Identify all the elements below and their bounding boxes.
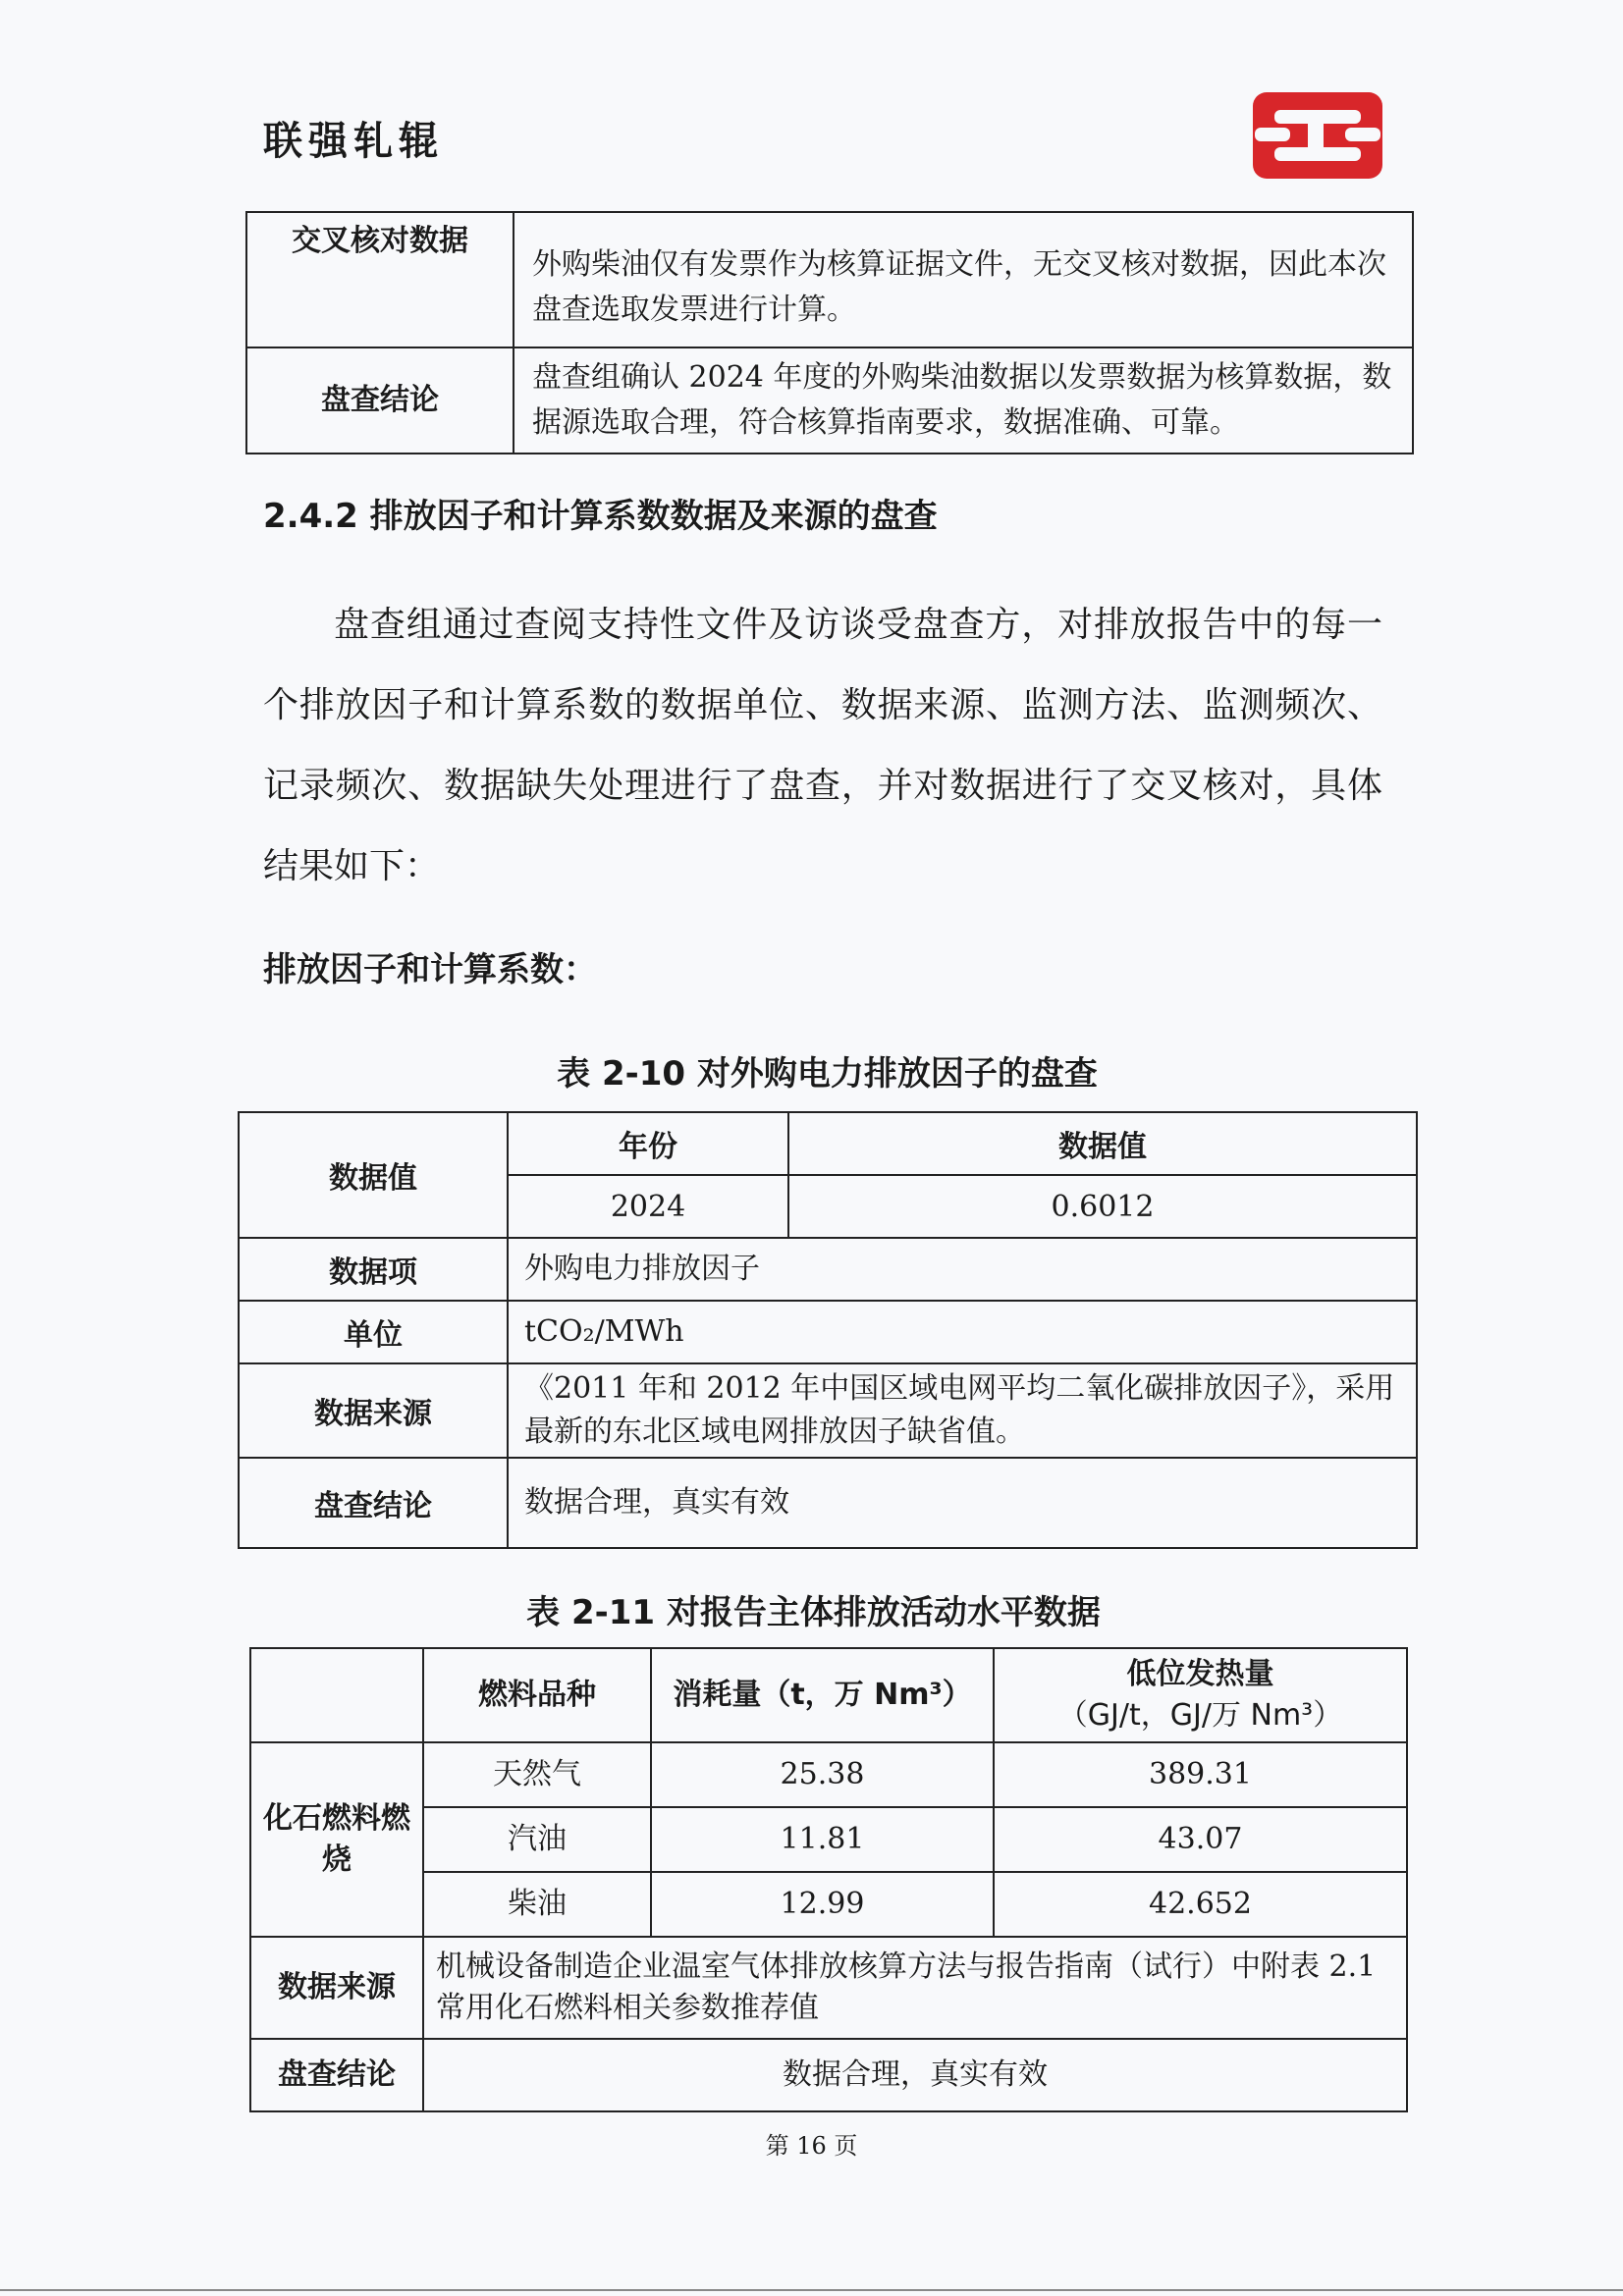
- page-edge-divider: [0, 2289, 1623, 2291]
- row-value: tCO₂/MWh: [508, 1301, 1417, 1363]
- page-number: 第 16 页: [765, 2132, 858, 2160]
- value-cell: 0.6012: [788, 1175, 1417, 1238]
- row-label: 盘查结论: [250, 2039, 423, 2111]
- column-header: 年份: [508, 1112, 788, 1175]
- table-row: [239, 1458, 1417, 1548]
- table-row: [246, 212, 1413, 347]
- activity-data-table: [249, 1647, 1408, 2112]
- column-header-ncv: [994, 1648, 1407, 1742]
- emission-factor-table: [238, 1111, 1418, 1549]
- row-value: 《2011 年和 2012 年中国区域电网平均二氧化碳排放因子》，采用最新的东北区域电网排放因子缺省值。: [508, 1363, 1417, 1458]
- row-label: 交叉核对数据: [246, 212, 514, 347]
- brand-name: 联强轧辊: [263, 119, 444, 164]
- table-row: [239, 1112, 1417, 1175]
- row-value: 盘查组确认 2024 年度的外购柴油数据以发票数据为核算数据，数据源选取合理，符合核算指南要求，数据准确、可靠。: [514, 347, 1413, 454]
- row-label: 数据来源: [250, 1937, 423, 2039]
- subheading: 排放因子和计算系数：: [263, 950, 597, 989]
- row-value: 机械设备制造企业温室气体排放核算方法与报告指南（试行）中附表 2.1 常用化石燃料相关参数推荐值: [423, 1937, 1407, 2039]
- table-row: [239, 1363, 1417, 1458]
- column-header: 数据值: [788, 1112, 1417, 1175]
- row-value: 数据合理，真实有效: [508, 1458, 1417, 1548]
- ncv-cell: 43.07: [994, 1807, 1407, 1872]
- row-label: 数据值: [239, 1112, 508, 1238]
- table-row: [250, 1742, 1407, 1807]
- row-value: 外购电力排放因子: [508, 1238, 1417, 1301]
- table-caption: 表 2-10 对外购电力排放因子的盘查: [557, 1054, 1098, 1094]
- row-label: 单位: [239, 1301, 508, 1363]
- section-heading: 2.4.2 排放因子和计算系数数据及来源的盘查: [263, 497, 938, 536]
- table-row: [239, 1301, 1417, 1363]
- table-caption: 表 2-11 对报告主体排放活动水平数据: [526, 1593, 1101, 1632]
- column-header: 消耗量（t，万 Nm³）: [651, 1648, 994, 1742]
- table-row: [250, 1872, 1407, 1937]
- fuel-cell: 柴油: [423, 1872, 651, 1937]
- crosscheck-table: [245, 211, 1414, 454]
- table-row: [250, 1937, 1407, 2039]
- consumption-cell: 11.81: [651, 1807, 994, 1872]
- group-label: 化石燃料燃烧: [250, 1742, 423, 1937]
- table-row: [250, 1807, 1407, 1872]
- row-value: 数据合理，真实有效: [423, 2039, 1407, 2111]
- row-value: 外购柴油仅有发票作为核算证据文件，无交叉核对数据，因此本次盘查选取发票进行计算。: [514, 212, 1413, 347]
- fuel-cell: 汽油: [423, 1807, 651, 1872]
- year-cell: 2024: [508, 1175, 788, 1238]
- section-paragraph: 盘查组通过查阅支持性文件及访谈受盘查方，对排放报告中的每一个排放因子和计算系数的数据单位、数据来源、监测方法、监测频次、记录频次、数据缺失处理进行了盘查，并对数据进行了交叉核对，具体结果如下：: [263, 605, 1382, 886]
- table-header-row: [250, 1648, 1407, 1742]
- row-label: 盘查结论: [246, 347, 514, 454]
- column-header: 燃料品种: [423, 1648, 651, 1742]
- company-logo: [1249, 84, 1386, 187]
- consumption-cell: 12.99: [651, 1872, 994, 1937]
- table-row: [246, 347, 1413, 454]
- table-row: [239, 1238, 1417, 1301]
- empty-corner-cell: [250, 1648, 423, 1742]
- row-label: 数据来源: [239, 1363, 508, 1458]
- row-label: 数据项: [239, 1238, 508, 1301]
- table-row: [250, 2039, 1407, 2111]
- ncv-header-line1: 低位发热量: [1126, 1657, 1274, 1691]
- fuel-cell: 天然气: [423, 1742, 651, 1807]
- ncv-cell: 42.652: [994, 1872, 1407, 1937]
- ncv-header-line2: （GJ/t，GJ/万 Nm³）: [1057, 1698, 1343, 1733]
- ncv-cell: 389.31: [994, 1742, 1407, 1807]
- consumption-cell: 25.38: [651, 1742, 994, 1807]
- row-label: 盘查结论: [239, 1458, 508, 1548]
